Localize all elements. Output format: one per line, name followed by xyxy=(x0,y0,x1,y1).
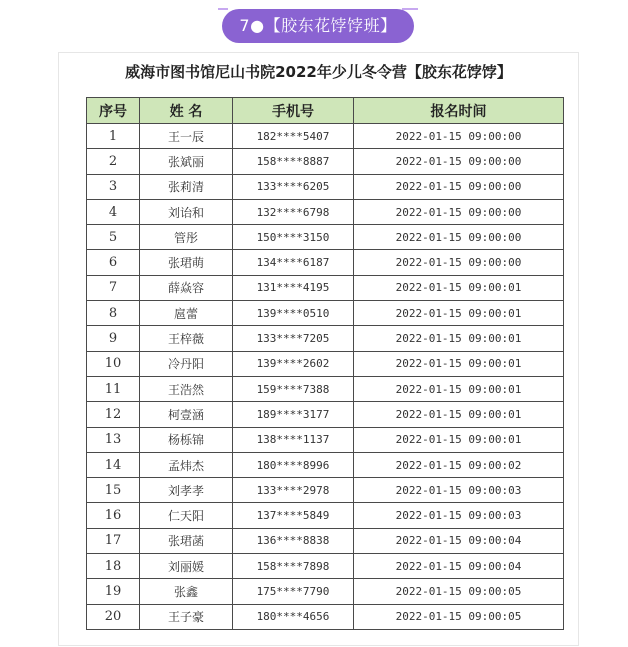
header-number: 序号 xyxy=(87,98,140,124)
row-name: 薛焱容 xyxy=(140,275,233,300)
row-phone: 133****6205 xyxy=(233,174,354,199)
header-time: 报名时间 xyxy=(354,98,564,124)
row-time: 2022-01-15 09:00:01 xyxy=(354,301,564,326)
row-name: 王梓薇 xyxy=(140,326,233,351)
row-time: 2022-01-15 09:00:00 xyxy=(354,250,564,275)
table-row xyxy=(87,376,564,401)
document-title: 威海市图书馆尼山书院2022年少儿冬令营【胶东花饽饽】 xyxy=(125,63,512,81)
row-name: 刘孝孝 xyxy=(140,478,233,503)
row-time: 2022-01-15 09:00:00 xyxy=(354,149,564,174)
row-name: 王浩然 xyxy=(140,376,233,401)
row-phone: 180****4656 xyxy=(233,604,354,629)
row-name: 张莉清 xyxy=(140,174,233,199)
row-number: 18 xyxy=(87,554,140,579)
table-row xyxy=(87,351,564,376)
row-time: 2022-01-15 09:00:04 xyxy=(354,554,564,579)
table-row xyxy=(87,326,564,351)
table-row xyxy=(87,402,564,427)
row-time: 2022-01-15 09:00:01 xyxy=(354,275,564,300)
table-row xyxy=(87,604,564,629)
row-phone: 139****2602 xyxy=(233,351,354,376)
badge-accent-line-left xyxy=(218,8,228,10)
section-badge: 7●【胶东花饽饽班】 xyxy=(222,9,414,43)
row-number: 13 xyxy=(87,427,140,452)
row-name: 杨栎锦 xyxy=(140,427,233,452)
row-number: 19 xyxy=(87,579,140,604)
row-time: 2022-01-15 09:00:00 xyxy=(354,124,564,149)
row-name: 仁天阳 xyxy=(140,503,233,528)
table-row xyxy=(87,478,564,503)
row-time: 2022-01-15 09:00:03 xyxy=(354,503,564,528)
row-phone: 158****8887 xyxy=(233,149,354,174)
row-phone: 134****6187 xyxy=(233,250,354,275)
row-phone: 133****7205 xyxy=(233,326,354,351)
row-time: 2022-01-15 09:00:01 xyxy=(354,427,564,452)
row-number: 7 xyxy=(87,275,140,300)
row-number: 3 xyxy=(87,174,140,199)
table-row xyxy=(87,503,564,528)
row-phone: 150****3150 xyxy=(233,225,354,250)
table-row xyxy=(87,554,564,579)
table-row xyxy=(87,528,564,553)
row-name: 张鑫 xyxy=(140,579,233,604)
row-name: 冷丹阳 xyxy=(140,351,233,376)
row-time: 2022-01-15 09:00:01 xyxy=(354,402,564,427)
row-time: 2022-01-15 09:00:01 xyxy=(354,376,564,401)
row-time: 2022-01-15 09:00:00 xyxy=(354,174,564,199)
table-row xyxy=(87,579,564,604)
row-time: 2022-01-15 09:00:04 xyxy=(354,528,564,553)
row-time: 2022-01-15 09:00:05 xyxy=(354,579,564,604)
table-row xyxy=(87,250,564,275)
table-row xyxy=(87,427,564,452)
row-time: 2022-01-15 09:00:03 xyxy=(354,478,564,503)
row-name: 张斌丽 xyxy=(140,149,233,174)
table-header-row xyxy=(87,98,564,124)
badge-accent-line-right xyxy=(402,8,418,10)
row-phone: 131****4195 xyxy=(233,275,354,300)
table-row xyxy=(87,275,564,300)
table-row xyxy=(87,301,564,326)
row-time: 2022-01-15 09:00:05 xyxy=(354,604,564,629)
row-name: 孟炜杰 xyxy=(140,452,233,477)
header-phone: 手机号 xyxy=(233,98,354,124)
row-phone: 133****2978 xyxy=(233,478,354,503)
row-phone: 139****0510 xyxy=(233,301,354,326)
row-number: 2 xyxy=(87,149,140,174)
row-time: 2022-01-15 09:00:00 xyxy=(354,225,564,250)
row-phone: 175****7790 xyxy=(233,579,354,604)
row-phone: 182****5407 xyxy=(233,124,354,149)
row-phone: 180****8996 xyxy=(233,452,354,477)
row-number: 10 xyxy=(87,351,140,376)
row-number: 5 xyxy=(87,225,140,250)
row-number: 20 xyxy=(87,604,140,629)
row-phone: 132****6798 xyxy=(233,199,354,224)
row-number: 6 xyxy=(87,250,140,275)
row-phone: 136****8838 xyxy=(233,528,354,553)
table-row xyxy=(87,199,564,224)
row-name: 管彤 xyxy=(140,225,233,250)
row-name: 刘诒和 xyxy=(140,199,233,224)
row-phone: 137****5849 xyxy=(233,503,354,528)
row-phone: 159****7388 xyxy=(233,376,354,401)
table-row xyxy=(87,149,564,174)
row-number: 1 xyxy=(87,124,140,149)
row-name: 柯壹涵 xyxy=(140,402,233,427)
row-name: 扈蕾 xyxy=(140,301,233,326)
row-phone: 138****1137 xyxy=(233,427,354,452)
row-name: 张珺菡 xyxy=(140,528,233,553)
row-phone: 189****3177 xyxy=(233,402,354,427)
row-name: 王一辰 xyxy=(140,124,233,149)
row-phone: 158****7898 xyxy=(233,554,354,579)
row-time: 2022-01-15 09:00:01 xyxy=(354,326,564,351)
row-name: 刘丽媛 xyxy=(140,554,233,579)
table-row xyxy=(87,124,564,149)
row-number: 9 xyxy=(87,326,140,351)
table-row xyxy=(87,225,564,250)
section-badge-wrap xyxy=(218,6,418,46)
table-row xyxy=(87,174,564,199)
row-number: 17 xyxy=(87,528,140,553)
registration-card xyxy=(58,52,579,646)
header-name: 姓 名 xyxy=(140,98,233,124)
row-number: 15 xyxy=(87,478,140,503)
row-name: 王子豪 xyxy=(140,604,233,629)
registration-table xyxy=(86,97,564,630)
row-number: 8 xyxy=(87,301,140,326)
row-time: 2022-01-15 09:00:01 xyxy=(354,351,564,376)
row-number: 12 xyxy=(87,402,140,427)
row-number: 16 xyxy=(87,503,140,528)
row-number: 4 xyxy=(87,199,140,224)
table-row xyxy=(87,452,564,477)
row-time: 2022-01-15 09:00:02 xyxy=(354,452,564,477)
row-number: 11 xyxy=(87,376,140,401)
row-number: 14 xyxy=(87,452,140,477)
row-name: 张珺萌 xyxy=(140,250,233,275)
row-time: 2022-01-15 09:00:00 xyxy=(354,199,564,224)
